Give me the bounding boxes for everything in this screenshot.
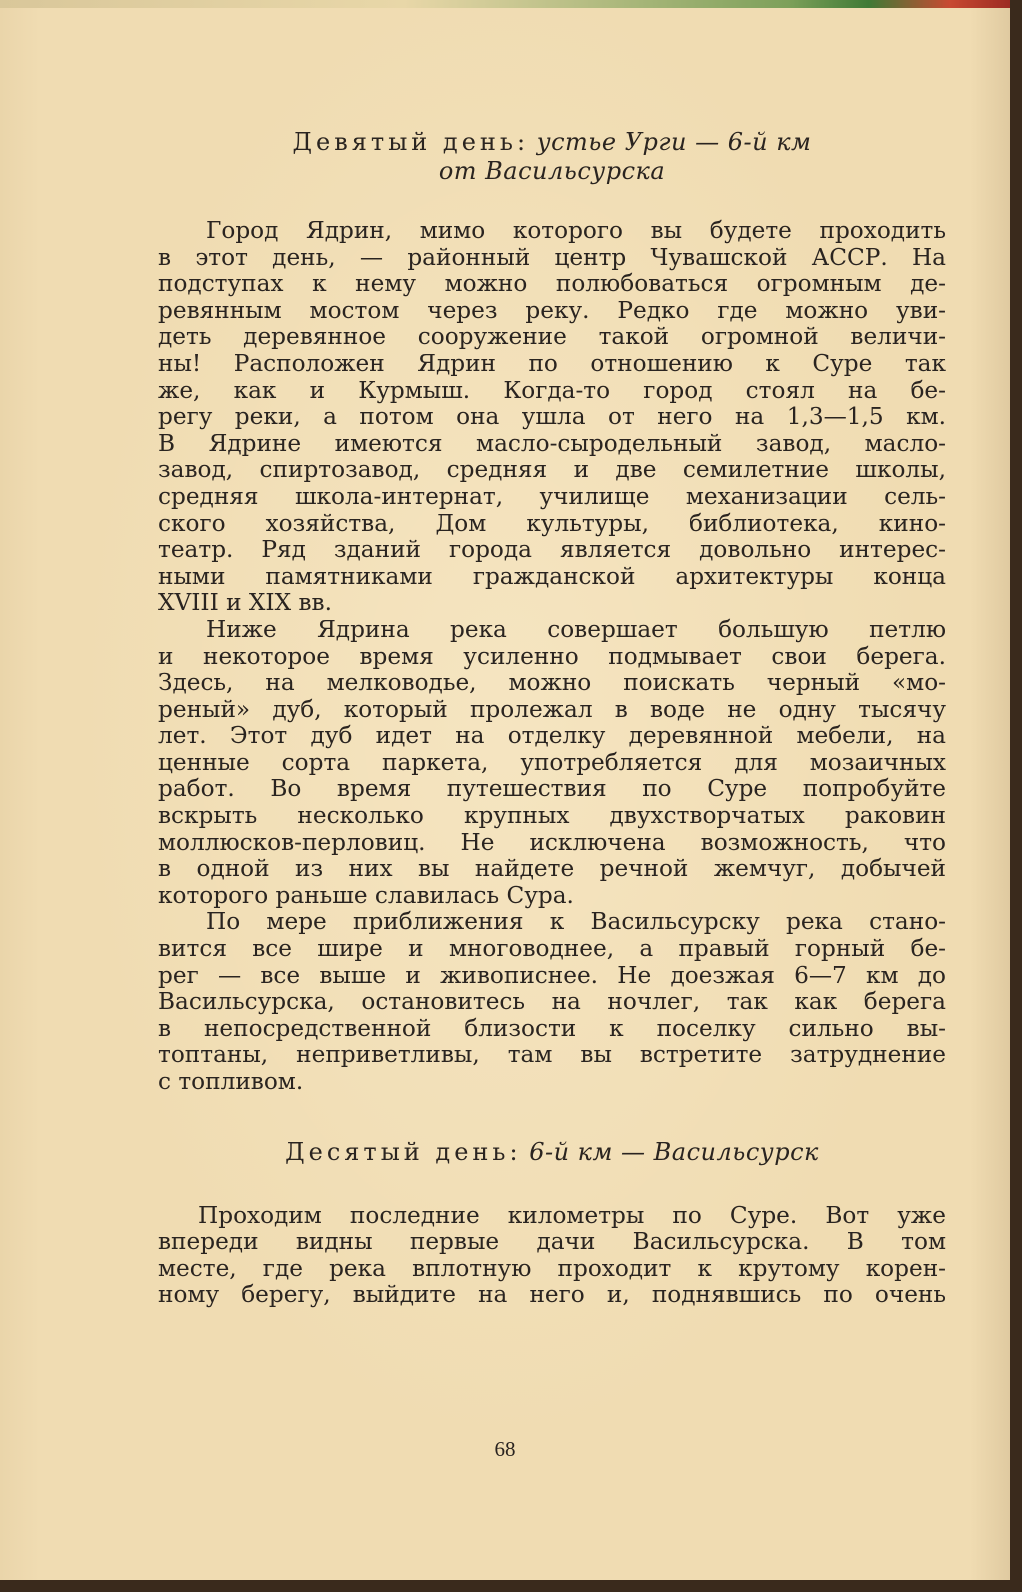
paragraph-oak xyxy=(158,617,946,910)
text-line: XVIII и XIX вв. xyxy=(158,589,332,617)
section-heading-day-ten xyxy=(158,1138,946,1167)
text-line: месте, где река вплотную проходит к крутому корен- xyxy=(158,1254,946,1282)
heading-line-1 xyxy=(158,128,946,157)
text-line: в одной из них вы найдете речной жемчуг, добычей xyxy=(158,855,946,883)
text-line: ными памятниками гражданской архитектуры конца xyxy=(158,562,946,590)
text-line: Васильсурска, остановитесь на ночлег, так как берега xyxy=(158,988,946,1016)
book-spine-shadow xyxy=(0,1580,1010,1592)
text-line: ского хозяйства, Дом культуры, библиотека, кино- xyxy=(158,509,946,537)
page-text-block xyxy=(158,128,946,1309)
paragraph-approach xyxy=(158,909,946,1095)
heading-route: устье Урги — 6-й км xyxy=(536,128,812,156)
text-line: театр. Ряд зданий города является довольно интерес- xyxy=(158,536,946,564)
paragraph-yadrin xyxy=(158,218,946,617)
text-line: ному берегу, выйдите на него и, поднявшись по очень xyxy=(158,1281,946,1309)
text-line: В Ядрине имеются масло-сыродельный завод, масло- xyxy=(158,429,946,457)
text-line: По мере приближения к Васильсурску река стано- xyxy=(206,908,946,936)
text-line: в непосредственной близости к поселку сильно вы- xyxy=(158,1014,946,1042)
text-line: вскрыть несколько крупных двухстворчатых раковин xyxy=(158,802,946,830)
text-line: вится все шире и многоводнее, а правый горный бе- xyxy=(158,935,946,963)
text-line: впереди видны первые дачи Васильсурска. В том xyxy=(158,1228,946,1256)
text-line: деть деревянное сооружение такой огромной величи- xyxy=(158,323,946,351)
spacer xyxy=(158,1167,946,1203)
text-line: работ. Во время путешествия по Суре попробуйте xyxy=(158,775,946,803)
section-heading-day-nine xyxy=(158,128,946,192)
text-line: же, как и Курмыш. Когда-то город стоял на бе- xyxy=(158,376,946,404)
text-line: в этот день, — районный центр Чувашской АССР. На xyxy=(158,243,946,271)
text-line: Ниже Ядрина река совершает большую петлю xyxy=(206,615,946,643)
text-line: реный» дуб, который пролежал в воде не одну тысячу xyxy=(158,695,946,723)
text-line: которого раньше славилась Сура. xyxy=(158,881,574,909)
text-line: Проходим последние километры по Суре. Вот уже xyxy=(198,1201,946,1229)
paragraph-final-kilometers xyxy=(158,1203,946,1309)
spacer xyxy=(158,192,946,218)
heading-route: 6-й км — Васильсурск xyxy=(529,1137,819,1166)
heading-line-2 xyxy=(158,157,946,186)
cover-edge-strip xyxy=(0,0,1010,8)
spacer xyxy=(158,1096,946,1138)
text-line: средняя школа-интернат, училище механизации сель- xyxy=(158,482,946,510)
text-line: Город Ядрин, мимо которого вы будете проходить xyxy=(206,217,946,244)
page-number: 68 xyxy=(494,1437,516,1461)
text-line: ценные сорта паркета, употребляется для мозаичных xyxy=(158,748,946,776)
text-line: рег — все выше и живописнее. Не доезжая 6—7 км до xyxy=(158,961,946,989)
text-line: ны! Расположен Ядрин по отношению к Суре так xyxy=(158,349,946,377)
text-line: и некоторое время усиленно подмывает свои берега. xyxy=(158,642,946,670)
text-line: Здесь, на мелководье, можно поискать черный «мо- xyxy=(158,669,946,697)
text-line: топтаны, неприветливы, там вы встретите затруднение xyxy=(158,1041,946,1069)
heading-label: Десятый день: xyxy=(285,1137,522,1166)
heading-label: Девятый день: xyxy=(292,128,530,156)
text-line: завод, спиртозавод, средняя и две семилетние школы, xyxy=(158,456,946,484)
text-line: подступах к нему можно полюбоваться огромным де- xyxy=(158,270,946,298)
text-line: моллюсков-перловиц. Не исключена возможность, что xyxy=(158,828,946,856)
text-line: лет. Этот дуб идет на отделку деревянной мебели, на xyxy=(158,722,946,750)
text-line: с топливом. xyxy=(158,1068,304,1095)
text-line: регу реки, а потом она ушла от него на 1,3—1,5 км. xyxy=(158,403,946,431)
heading-route-continued: от Васильсурска xyxy=(438,157,666,185)
text-line: ревянным мостом через реку. Редко где можно уви- xyxy=(158,296,946,324)
